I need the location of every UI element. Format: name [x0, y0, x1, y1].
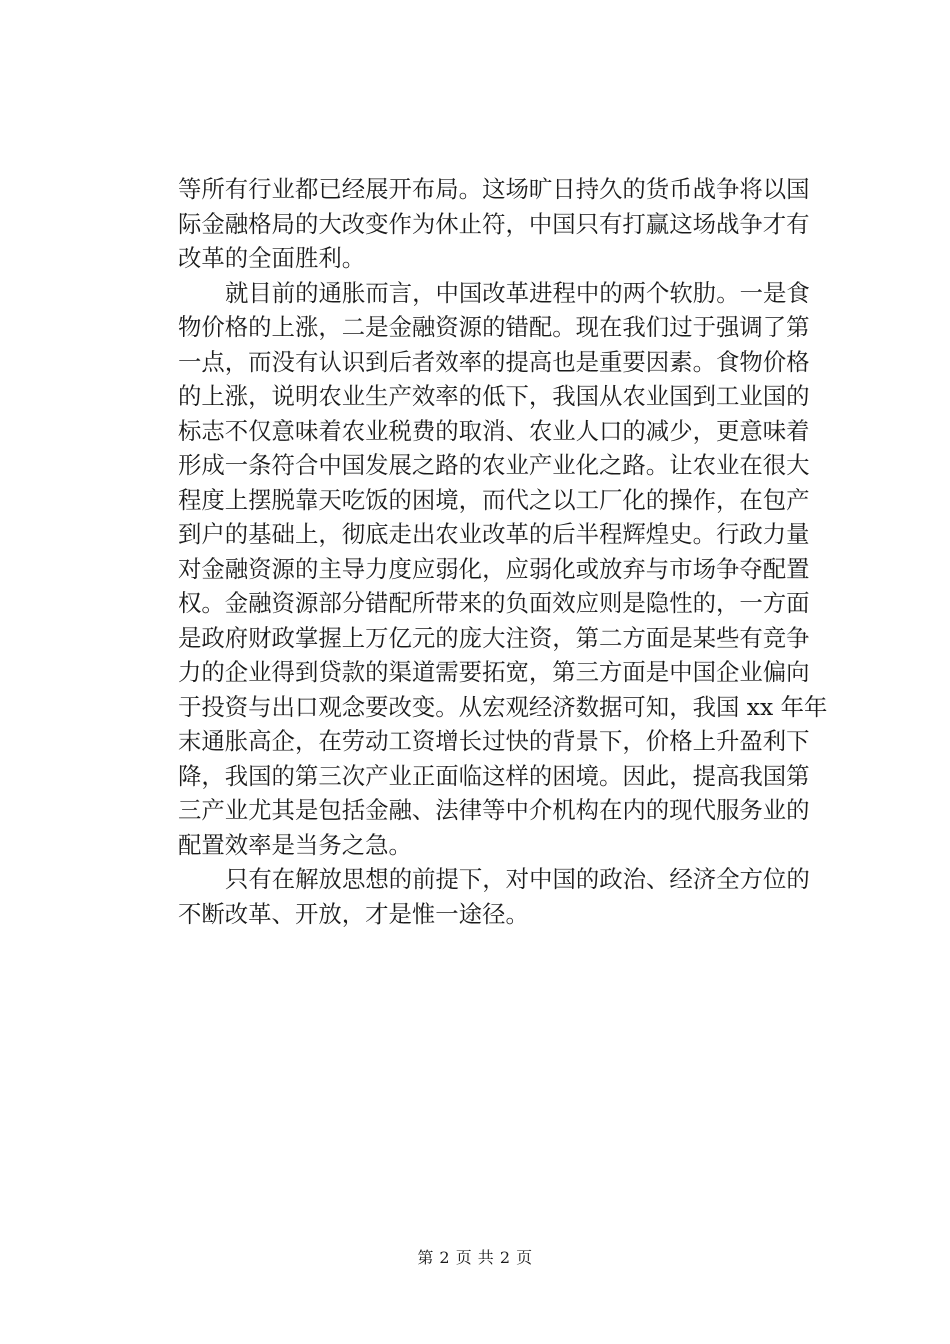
paragraph-line: 末通胀高企，在劳动工资增长过快的背景下，价格上升盈利下 — [178, 727, 810, 755]
paragraph — [178, 172, 810, 276]
paragraph-line: 一点，而没有认识到后者效率的提高也是重要因素。食物价格 — [178, 347, 810, 376]
paragraph-line: 标志不仅意味着农业税费的取消、农业人口的减少，更意味着 — [178, 416, 810, 445]
paragraph-line: 于投资与出口观念要改变。从宏观经济数据可知，我国 xx 年年 — [178, 692, 828, 721]
paragraph-line: 三产业尤其是包括金融、法律等中介机构在内的现代服务业的 — [178, 796, 810, 824]
paragraph-line: 不断改革、开放，才是惟一途径。 — [178, 899, 529, 928]
page-footer: 第 2 页 共 2 页 — [417, 1248, 533, 1267]
paragraph-line: 力的企业得到贷款的渠道需要拓宽，第三方面是中国企业偏向 — [178, 658, 810, 686]
paragraph — [178, 862, 810, 931]
paragraph-line: 配置效率是当务之急。 — [178, 830, 412, 859]
paragraph-line: 等所有行业都已经展开布局。这场旷日持久的货币战争将以国 — [178, 175, 810, 203]
paragraph-line: 是政府财政掌握上万亿元的庞大注资，第二方面是某些有竞争 — [178, 623, 810, 652]
paragraph-line: 程度上摆脱靠天吃饭的困境，而代之以工厂化的操作，在包产 — [178, 485, 810, 514]
paragraph-line: 只有在解放思想的前提下，对中国的政治、经济全方位的 — [225, 865, 810, 893]
paragraph-line: 权。金融资源部分错配所带来的负面效应则是隐性的，一方面 — [178, 589, 810, 617]
paragraph — [178, 276, 828, 863]
paragraph-line: 对金融资源的主导力度应弱化，应弱化或放弃与市场争夺配置 — [178, 554, 810, 583]
paragraph-line: 物价格的上涨，二是金融资源的错配。现在我们过于强调了第 — [178, 313, 810, 341]
paragraph-line: 形成一条符合中国发展之路的农业产业化之路。让农业在很大 — [178, 451, 810, 479]
paragraph-line: 降，我国的第三次产业正面临这样的困境。因此，提高我国第 — [178, 761, 810, 790]
paragraph-line: 到户的基础上，彻底走出农业改革的后半程辉煌史。行政力量 — [178, 520, 810, 548]
paragraph-line: 改革的全面胜利。 — [178, 244, 366, 272]
paragraph-line: 际金融格局的大改变作为休止符，中国只有打赢这场战争才有 — [178, 209, 810, 238]
paragraph-line: 就目前的通胀而言，中国改革进程中的两个软肋。一是食 — [225, 278, 810, 307]
paragraph-line: 的上涨，说明农业生产效率的低下，我国从农业国到工业国的 — [178, 382, 810, 410]
document-body — [178, 172, 828, 931]
